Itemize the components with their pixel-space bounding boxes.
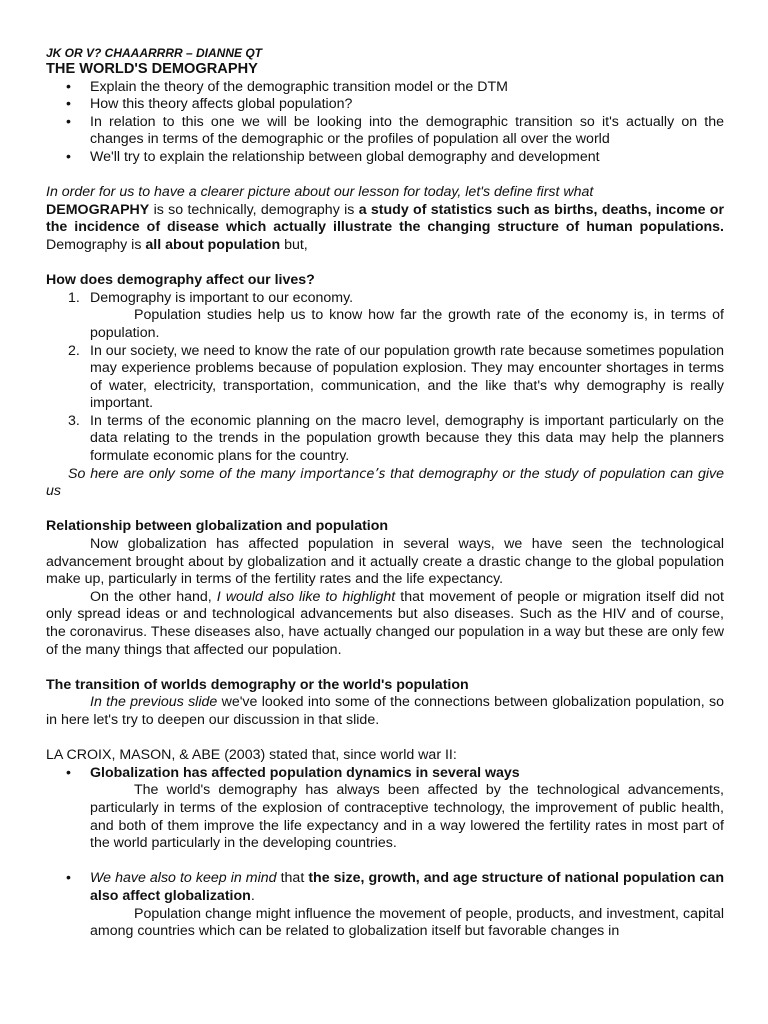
bullet-icon: • [66, 148, 71, 165]
lacroix-bullet-1-text: The world's demography has always been affected by the technological advancements, particularly in terms of the explosion of contraceptive technology, the improvement of public health, and both of them improve the life expectancy and in a way lowered the fertility rates in most part of the world particularly in the developing countries. [90, 782, 724, 852]
definition-lead: In order for us to have a clearer picture about our lesson for today, let's define first what [46, 184, 594, 201]
definition-paragraph: DEMOGRAPHY is so technically, demography is a study of statistics such as births, deaths, income or the incidence of disease which actually illustrate the changing structure of human populations. Demography is all about population but, [46, 201, 724, 253]
bullet-item [46, 870, 724, 940]
bullet-icon: • [66, 870, 71, 887]
affect-closing: So here are only some of the many importance’s that demography or the study of population can give us [46, 465, 724, 500]
globalization-paragraph-2: On the other hand, I would also like to highlight that movement of people or migration itself did not only spread ideas or and technological advancements but also diseases. Such as the HIV and of course, the coronavirus. These diseases also, have actually changed our population in a way but these are only few of the many things that affected our population. [46, 588, 724, 658]
transition-heading: The transition of worlds demography or the world's population [46, 676, 469, 693]
bullet-icon: • [66, 764, 71, 781]
lacroix-bullet-2-text: Population change might influence the movement of people, products, and investment, capital among countries which can be related to globalization itself but favorable changes in [90, 905, 724, 940]
bullet-icon: • [66, 96, 71, 113]
transition-paragraph: In the previous slide we've looked into some of the connections between globalization population, so in here let's try to deepen our discussion in that slide. [46, 694, 725, 728]
bullet-item: • Globalization has affected population dynamics in several ways The world's demography has always been affected by the technological advancements, particularly in terms of the explosion of contraceptive technology, the improvement of public health, and both of them improve the life expectancy and in a way lowered the fertility rates in most part of the world particularly in the developing countries. [66, 764, 724, 852]
affect-heading: How does demography affect our lives? [46, 272, 315, 289]
lacroix-bullet-list-2 [46, 870, 724, 940]
bullet-item: • Explain the theory of the demographic transition model or the DTM [66, 78, 508, 95]
bullet-item: • How this theory affects global population? [66, 96, 353, 113]
lacroix-intro: LA CROIX, MASON, & ABE (2003) stated that, since world war II: [46, 747, 457, 764]
globalization-paragraph-1: Now globalization has affected population in several ways, we have seen the technological advancement brought about by globalization and it actually create a drastic change to the global population make up, particularly in terms of the fertility rates and the life expectancy. [46, 536, 724, 588]
bullet-icon: • [66, 78, 71, 95]
list-item: 2. In our society, we need to know the rate of our population growth rate because sometimes population may experience problems because of population explosion. They may encounter shortages in terms of water, electricity, transportation, communication, and the like that's why demography is really important. [68, 342, 724, 412]
list-item: 1. Demography is important to our economy. Population studies help us to know how far the growth rate of the economy is, in terms of population. [68, 289, 724, 341]
document-label: JK OR V? CHAAARRRR – DIANNE QT [46, 46, 263, 60]
lacroix-bullet-2-lead: We have also to keep in mind that the size, growth, and age structure of national population can also affect globalization. [90, 870, 724, 904]
affect-list [46, 290, 724, 466]
globalization-heading: Relationship between globalization and population [46, 518, 389, 535]
bullet-item: • We'll try to explain the relationship between global demography and development [66, 148, 600, 165]
intro-bullet-list [46, 79, 724, 167]
bullet-item: • In relation to this one we will be looking into the demographic transition so it's actually on the changes in terms of the demographic or the profiles of population all over the world [66, 113, 724, 148]
lacroix-bullet-list [46, 765, 724, 853]
list-item: 3. In terms of the economic planning on the macro level, demography is important particularly on the data relating to the trends in the population growth because they this data may help the planners formulate economic plans for the country. [68, 412, 724, 465]
document-title: THE WORLD'S DEMOGRAPHY [46, 61, 258, 77]
bullet-icon: • [66, 113, 71, 130]
